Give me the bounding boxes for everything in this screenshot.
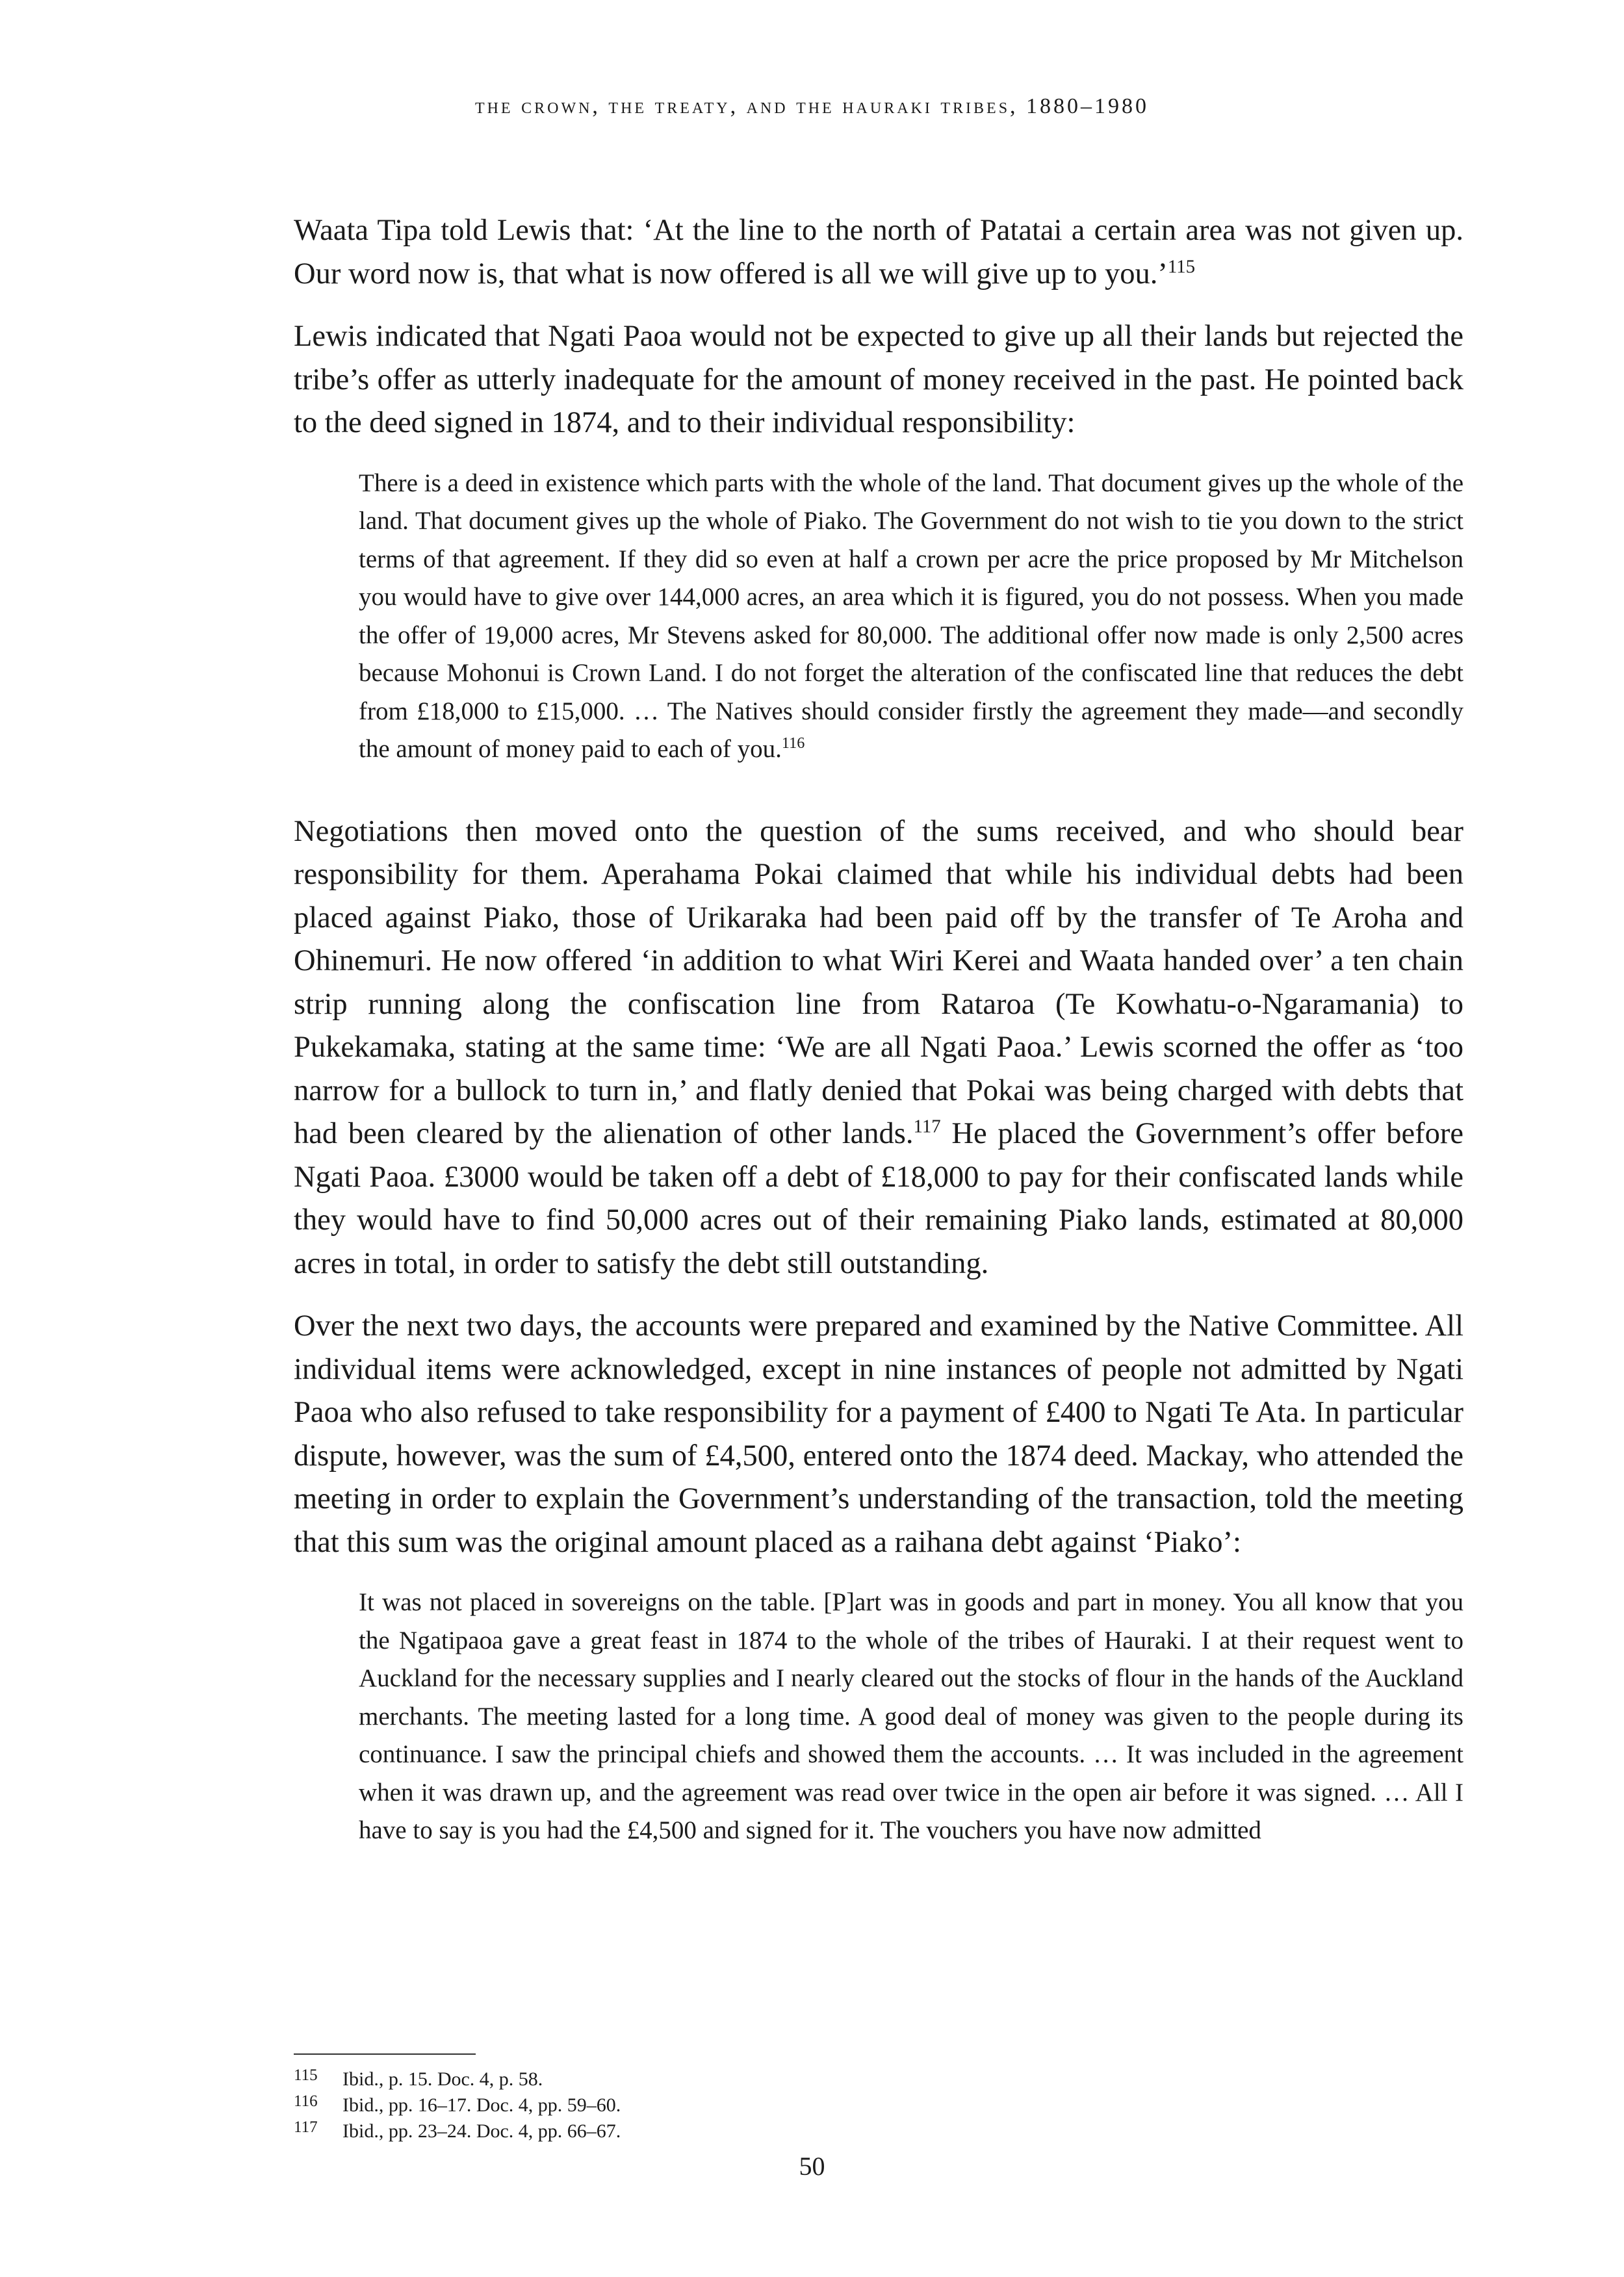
paragraph-negotiations	[294, 810, 1463, 1286]
footnote-ref-115[interactable]: 115	[1167, 256, 1196, 277]
page-number: 50	[799, 2152, 825, 2181]
block-quote-deed	[294, 465, 1463, 769]
footnote-text: Ibid., pp. 16–17. Doc. 4, pp. 59–60.	[342, 2094, 621, 2116]
paragraph-text: Waata Tipa told Lewis that: ‘At the line to the north of Patatai a certain area was not given up. Our word now is, that what is now offered is all we will give up to you.’	[294, 214, 1463, 290]
paragraph-waata-tipa	[294, 209, 1463, 296]
footnote-number: 117	[294, 2118, 318, 2136]
footnotes	[294, 2066, 1463, 2144]
footnote-text: Ibid., pp. 23–24. Doc. 4, pp. 66–67.	[342, 2120, 621, 2142]
quote-text: There is a deed in existence which parts with the whole of the land. That document gives up the whole of the land. That document gives up the whole of Piako. The Government do not wish to tie you down to the strict terms of that agreement. If they did so even at half a crown per acre the price proposed by Mr Mitchelson you would have to give over 144,000 acres, an area which it is figured, you do not possess. When you made the offer of 19,000 acres, Mr Stevens asked for 80,000. The additional offer now made is only 2,500 acres because Mohonui is Crown Land. I do not forget the alteration of the confiscated line that reduces the debt from £18,000 to £15,000. … The Natives should consider firstly the agreement they made—and secondly the amount of money paid to each of you.	[359, 469, 1463, 763]
footnote-ref-117[interactable]: 117	[913, 1116, 941, 1137]
footnote-117	[294, 2118, 1463, 2144]
footnote-text: Ibid., p. 15. Doc. 4, p. 58.	[342, 2068, 543, 2090]
paragraph-text: Negotiations then moved onto the question of the sums received, and who should bear responsibility for them. Aperahama Pokai claimed that while his individual debts had been placed against Piako, those of Urikaraka had been paid off by the transfer of Te Aroha and Ohinemuri. He now offered ‘in addition to what Wiri Kerei and Waata handed over’ a ten chain strip running along the confiscation line from Rataroa (Te Kowhatu-o-Ngaramania) to Pukekamaka, stating at the same time: ‘We are all Ngati Paoa.’ Lewis scorned the offer as ‘too narrow for a bullock to turn in,’ and flatly denied that Pokai was being charged with debts that had been cleared by the alienation of other lands.	[294, 814, 1463, 1150]
block-quote-mackay: It was not placed in sovereigns on the table. [P]art was in goods and part in money. You all know that you the Ngatipaoa gave a great feast in 1874 to the whole of the tribes of Hauraki. I at their request went to Auckland for the necessary supplies and I nearly cleared out the stocks of flour in the hands of the Auckland merchants. The meeting lasted for a long time. A good deal of money was given to the people during its continuance. I saw the principal chiefs and showed them the accounts. … It was included in the agreement when it was drawn up, and the agreement was read over twice in the open air before it was signed. … All I have to say is you had the £4,500 and signed for it. The vouchers you have now admitted	[359, 1588, 1463, 1844]
running-header: the crown, the treaty, and the hauraki tribes, 1880–1980	[474, 94, 1150, 118]
footnote-115	[294, 2066, 1463, 2092]
body-text	[294, 209, 1463, 1892]
footnote-number: 116	[294, 2092, 318, 2110]
footnote-divider	[294, 2053, 476, 2055]
footnote-116	[294, 2092, 1463, 2118]
footnote-ref-116[interactable]: 116	[781, 734, 805, 752]
paragraph-text-continued: He placed the Government’s offer before Ngati Paoa. £3000 would be taken off a debt of £18,000 to pay for their confiscated lands while they would have to find 50,000 acres out of their remaining Piako lands, estimated at 80,000 acres in total, in order to satisfy the debt still outstanding.	[294, 1117, 1463, 1280]
footnote-number: 115	[294, 2066, 318, 2084]
paragraph-accounts: Over the next two days, the accounts were prepared and examined by the Native Committee. All individual items were acknowledged, except in nine instances of people not admitted by Ngati Paoa who also refused to take responsibility for a payment of £400 to Ngati Te Ata. In particular dispute, however, was the sum of £4,500, entered onto the 1874 deed. Mackay, who attended the meeting in order to explain the Government’s understanding of the transaction, told the meeting that this sum was the original amount placed as a raihana debt against ‘Piako’:	[294, 1309, 1463, 1559]
paragraph-lewis: Lewis indicated that Ngati Paoa would not be expected to give up all their lands but rejected the tribe’s offer as utterly inadequate for the amount of money received in the past. He pointed back to the deed signed in 1874, and to their individual responsibility:	[294, 320, 1463, 439]
